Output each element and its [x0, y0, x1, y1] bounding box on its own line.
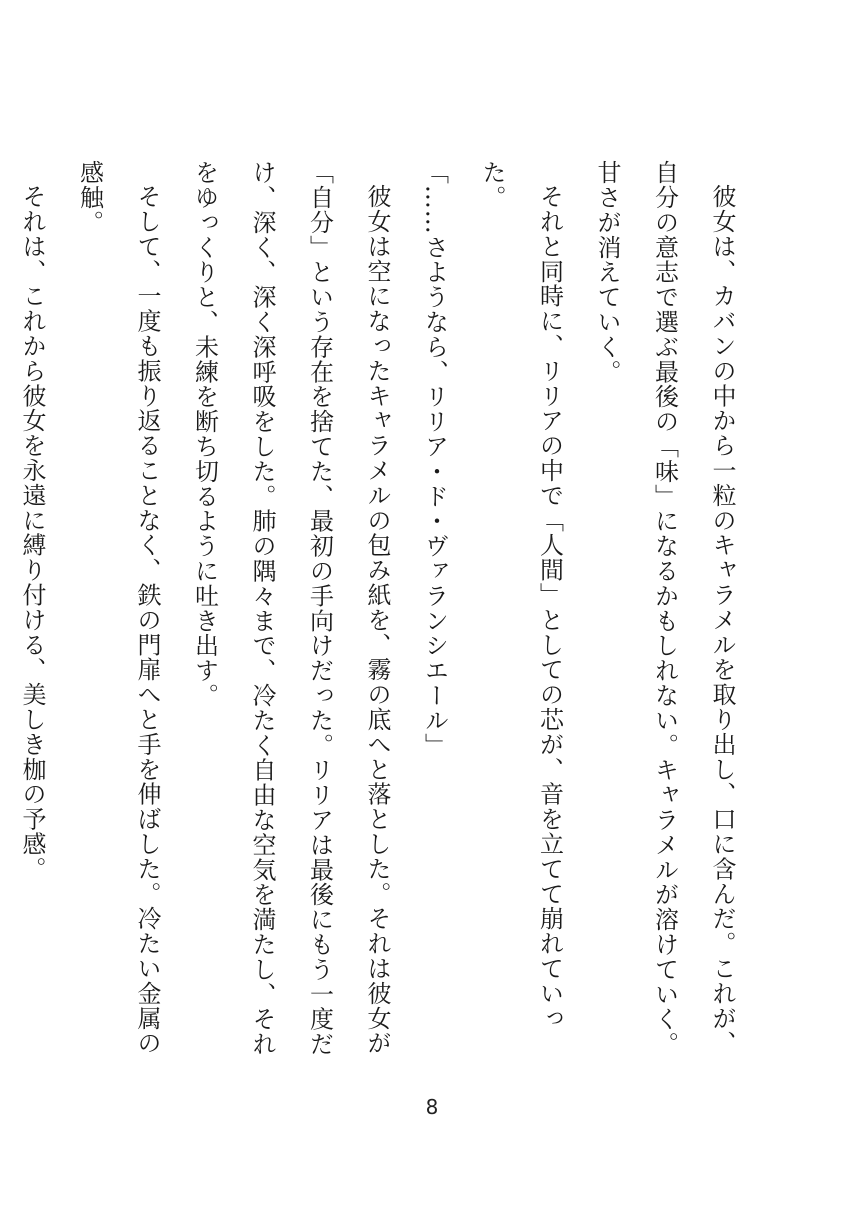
paragraph: それは、これから彼女を永遠に縛り付ける、美しき枷の予感。	[18, 184, 46, 882]
paragraph: それと同時に、リリアの中で「人間」としての芯が、音を立てて崩れていった。	[478, 160, 564, 1031]
dialogue-paragraph	[0, 160, 3, 1060]
paragraph: 彼女は、カバンの中から一粒のキャラメルを取り出し、口に含んだ。これが、自分の意志で選ぶ最後の「味」になるかもしれない。キャラメルが溶けていく。甘さが消えていく。	[593, 160, 736, 1057]
paragraph: そして、一度も振り返ることなく、鉄の門扉へと手を伸ばした。冷たい金属の感触。	[75, 160, 161, 1056]
dialogue-paragraph: 「……さようなら、リリア・ド・ヴァランシエール」	[420, 160, 449, 758]
novel-text-block	[18, 160, 750, 1060]
page-number: 8	[425, 1095, 439, 1119]
paragraph: 彼女は空になったキャラメルの包み紙を、霧の底へと落とした。それは彼女が「自分」という存在を捨てた、最初の手向けだった。リリアは最後にもう一度だけ、深く、深く深呼吸をした。肺の隅々まで、冷たく自由な空気を満たし、それをゆっくりと、未練を断ち切るように吐き出す。	[190, 160, 391, 1057]
